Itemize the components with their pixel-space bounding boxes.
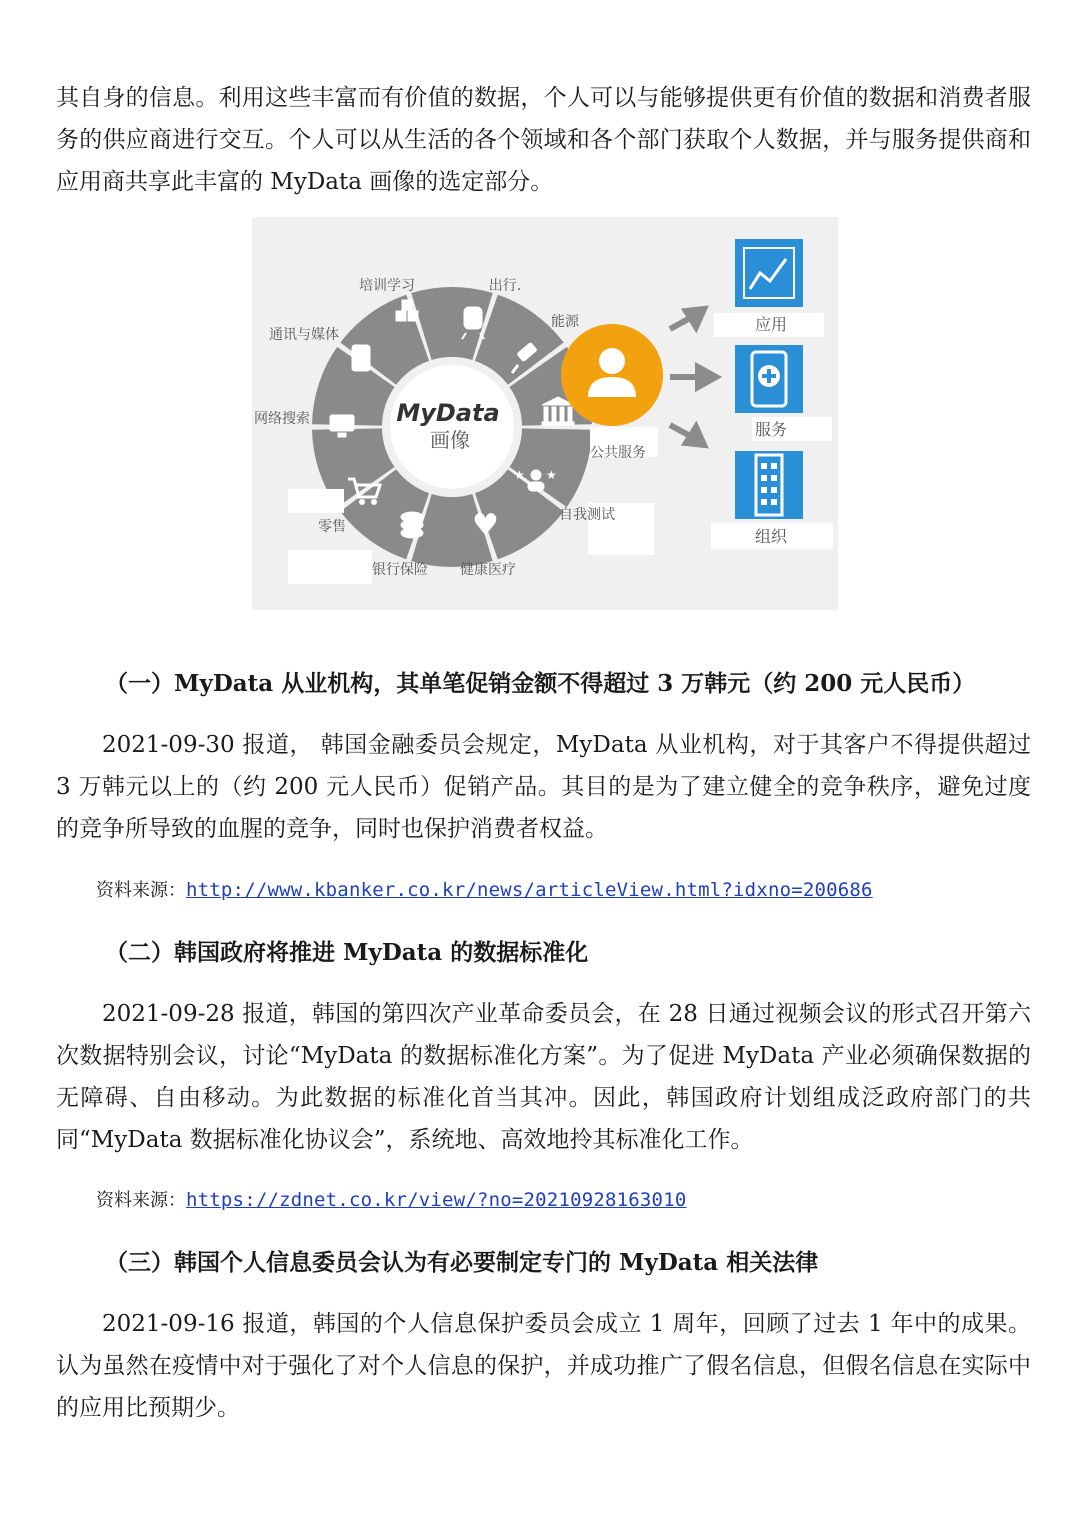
organizations-label: 组织 (754, 527, 788, 546)
source-label: 资料来源： (96, 1190, 186, 1211)
svg-text:★: ★ (514, 468, 525, 482)
center-subtitle: 画像 (430, 428, 470, 452)
segment-label-health: 健康医疗 (460, 562, 516, 578)
section-3-heading: （三）韩国个人信息委员会认为有必要制定专门的 MyData 相关法律 (105, 1249, 819, 1276)
source-label: 资料来源： (96, 880, 186, 901)
apps-tile (735, 239, 803, 307)
segment-label-self-testing: 自我测试 (559, 507, 615, 523)
section-1-body: 2021-09-30 报道， 韩国金融委员会规定，MyData 从业机构，对于其客户不得提供超过 3 万韩元以上的（约 200 元人民币）促销产品。其目的是为了建立健全的竞争秩序，避免过度的竞争所导致的血腥的竞争，同时也保护消费者权益。 (56, 732, 1031, 842)
section-1-source (96, 875, 873, 906)
segment-label-training: 培训学习 (359, 278, 415, 294)
heart-plus-icon (472, 508, 499, 543)
apps-label: 应用 (754, 315, 788, 334)
source-link[interactable]: https://zdnet.co.kr/view/?no=20210928163010 (186, 1189, 687, 1211)
section-2-heading: （二）韩国政府将推进 MyData 的数据标准化 (105, 939, 589, 966)
segment-label-travel: 出行. (488, 278, 522, 294)
section-3-body: 2021-09-16 报道，韩国的个人信息保护委员会成立 1 周年，回顾了过去 1 年中的成果。认为虽然在疫情中对于强化了对个人信息的保护，并成功推广了假名信息，但假名信息在实际中的应用比预期少。 (56, 1311, 1031, 1421)
services-label: 服务 (754, 420, 788, 439)
center-disc (390, 365, 514, 489)
mydata-diagram (252, 217, 838, 610)
segment-label-retail: 零售 (318, 519, 346, 535)
organizations-tile (735, 451, 803, 519)
segment-label-energy: 能源 (551, 314, 579, 330)
svg-text:★: ★ (546, 468, 557, 482)
coins-euro-icon (401, 512, 423, 538)
segment-label-communication: 通讯与媒体 (269, 327, 339, 343)
tablet-location-icon (352, 345, 370, 371)
intro-paragraph: 其自身的信息。利用这些丰富而有价值的数据，个人可以与能够提供更有价值的数据和消费者服务的供应商进行交互。个人可以从生活的各个领域和各个部门获取个人数据，并与服务提供商和应用商共享此丰富的 MyData 画像的选定部分。 (56, 85, 1031, 195)
segment-label-public-services: 公共服务 (590, 445, 646, 461)
segment-label-web-search: 网络搜索 (254, 411, 310, 427)
section-1-heading: （一）MyData 从业机构，其单笔促销金额不得超过 3 万韩元（约 200 元人民币） (105, 670, 976, 697)
center-title: MyData (396, 399, 500, 427)
source-link[interactable]: http://www.kbanker.co.kr/news/articleView.html?idxno=200686 (186, 879, 873, 901)
person-circle (561, 324, 663, 426)
segment-label-banking: 银行保险 (372, 562, 428, 578)
section-2-source (96, 1185, 686, 1216)
svg-text:♥: ♥ (472, 508, 499, 543)
section-2-body: 2021-09-28 报道，韩国的第四次产业革命委员会，在 28 日通过视频会议的形式召开第六次数据特别会议，讨论“MyData 的数据标准化方案”。为了促进 MyData 产业必须确保数据的无障碍、自由移动。为此数据的标准化首当其冲。因此，韩国政府计划组成泛政府部门的共同“MyData 数据标准化协议会”，系统地、高效地拎其标准化工作。 (56, 1001, 1031, 1153)
